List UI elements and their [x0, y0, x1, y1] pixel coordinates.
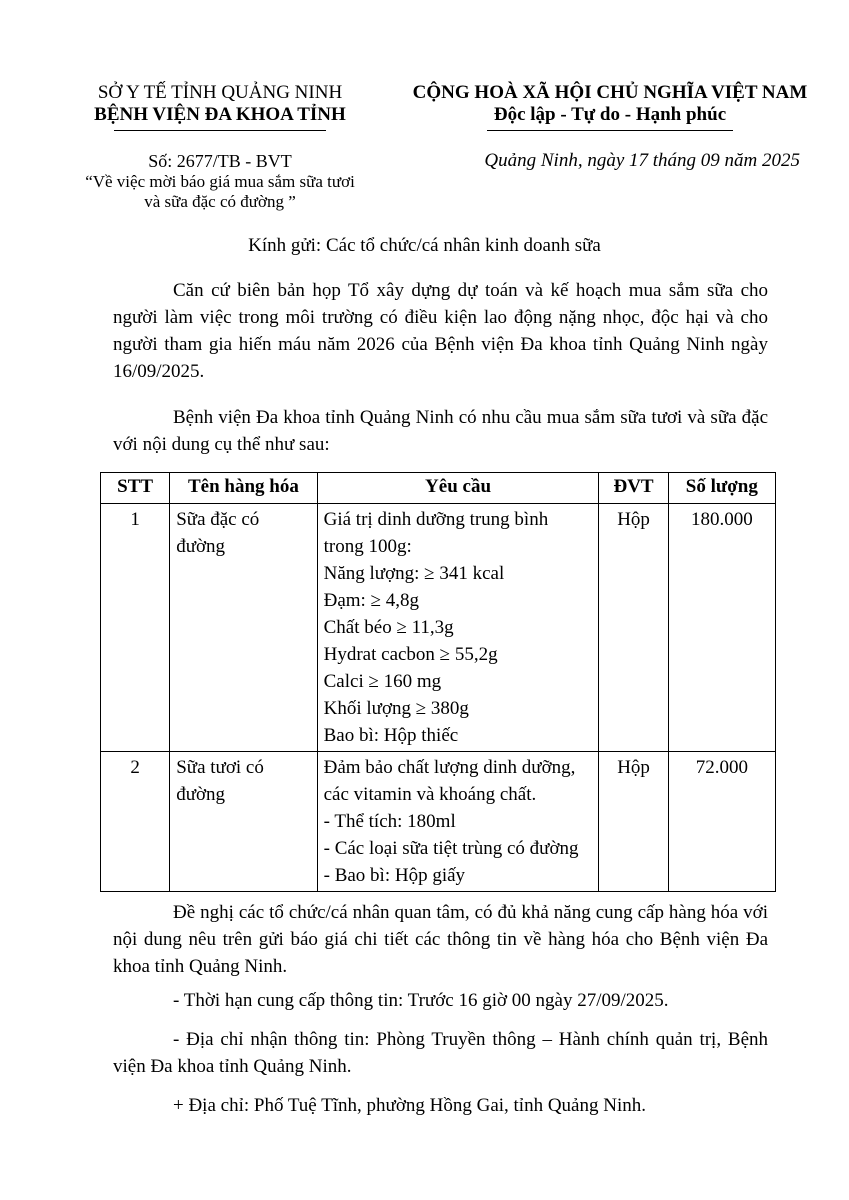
- cell-quantity: 72.000: [668, 752, 775, 892]
- cell-unit: Hộp: [599, 752, 668, 892]
- paragraph-basis: Căn cứ biên bản họp Tổ xây dựng dự toán và kế hoạch mua sắm sữa cho người làm việc trong môi trường có điều kiện lao động nặng nhọc, độc hại và cho người tham gia hiến máu năm 2026 của Bệnh viện Đa khoa tỉnh Quảng Ninh ngày 16/09/2025.: [113, 280, 768, 382]
- cell-unit: Hộp: [599, 504, 668, 752]
- nation-name: CỘNG HOÀ XÃ HỘI CHỦ NGHĨA VIỆT NAM: [412, 82, 808, 103]
- requirement-line: Khối lượng ≥ 380g: [323, 698, 469, 719]
- requirement-line: Đảm bảo chất lượng dinh dưỡng, các vitamin và khoáng chất.: [323, 757, 576, 805]
- requirement-line: - Các loại sữa tiệt trùng có đường: [323, 838, 579, 859]
- cell-name: Sữa tươi có đường: [170, 752, 317, 892]
- requirement-line: - Thể tích: 180ml: [323, 811, 456, 832]
- col-header-unit: ĐVT: [599, 473, 668, 504]
- goods-table: [100, 472, 776, 892]
- table-row: [101, 752, 776, 892]
- motto: Độc lập - Tự do - Hạnh phúc: [493, 104, 727, 125]
- paragraph-recipient: - Địa chỉ nhận thông tin: Phòng Truyền thông – Hành chính quản trị, Bệnh viện Đa khoa tỉnh Quảng Ninh.: [113, 1029, 768, 1077]
- motto-underline: [487, 130, 733, 131]
- document-subject-line1: “Về việc mời báo giá mua sắm sữa tươi: [85, 172, 355, 191]
- paragraph-need: Bệnh viện Đa khoa tỉnh Quảng Ninh có nhu cầu mua sắm sữa tươi và sữa đặc với nội dung cụ thể như sau:: [113, 407, 768, 455]
- requirement-line: Đạm: ≥ 4,8g: [323, 590, 420, 611]
- issuing-organization: [70, 82, 370, 131]
- table-row: [101, 504, 776, 752]
- paragraph-address: + Địa chỉ: Phố Tuệ Tĩnh, phường Hồng Gai, tỉnh Quảng Ninh.: [173, 1095, 646, 1116]
- cell-quantity: 180.000: [668, 504, 775, 752]
- org-parent: SỞ Y TẾ TỈNH QUẢNG NINH: [97, 82, 343, 103]
- col-header-quantity: Số lượng: [668, 473, 775, 504]
- document-date: Quảng Ninh, ngày 17 tháng 09 năm 2025: [484, 150, 800, 171]
- requirement-line: Chất béo ≥ 11,3g: [323, 617, 454, 638]
- paragraph-deadline: - Thời hạn cung cấp thông tin: Trước 16 giờ 00 ngày 27/09/2025.: [173, 990, 669, 1011]
- cell-name: Sữa đặc có đường: [170, 504, 317, 752]
- requirement-line: Calci ≥ 160 mg: [323, 671, 442, 692]
- greeting: Kính gửi: Các tổ chức/cá nhân kinh doanh sữa: [248, 235, 601, 256]
- cell-requirements: [317, 752, 599, 892]
- requirement-line: Giá trị dinh dưỡng trung bình trong 100g:: [323, 509, 549, 557]
- org-underline: [114, 130, 326, 131]
- national-motto: [398, 82, 822, 131]
- cell-stt: 1: [101, 504, 170, 752]
- col-header-name: Tên hàng hóa: [170, 473, 317, 504]
- col-header-requirements: Yêu cầu: [317, 473, 599, 504]
- col-header-stt: STT: [101, 473, 170, 504]
- requirement-line: - Bao bì: Hộp giấy: [323, 865, 466, 886]
- requirement-line: Hydrat cacbon ≥ 55,2g: [323, 644, 498, 665]
- document-number: Số: 2677/TB - BVT: [148, 151, 292, 171]
- table-header-row: [101, 473, 776, 504]
- cell-requirements: [317, 504, 599, 752]
- requirement-line: Bao bì: Hộp thiếc: [323, 725, 459, 746]
- paragraph-request: Đề nghị các tổ chức/cá nhân quan tâm, có đủ khả năng cung cấp hàng hóa với nội dung nêu trên gửi báo giá chi tiết các thông tin về hàng hóa cho Bệnh viện Đa khoa tỉnh Quảng Ninh.: [113, 902, 768, 977]
- org-name: BỆNH VIỆN ĐA KHOA TỈNH: [94, 104, 346, 125]
- cell-stt: 2: [101, 752, 170, 892]
- document-reference: [70, 150, 370, 212]
- document-subject-line2: và sữa đặc có đường ”: [144, 192, 296, 211]
- requirement-line: Năng lượng: ≥ 341 kcal: [323, 563, 505, 584]
